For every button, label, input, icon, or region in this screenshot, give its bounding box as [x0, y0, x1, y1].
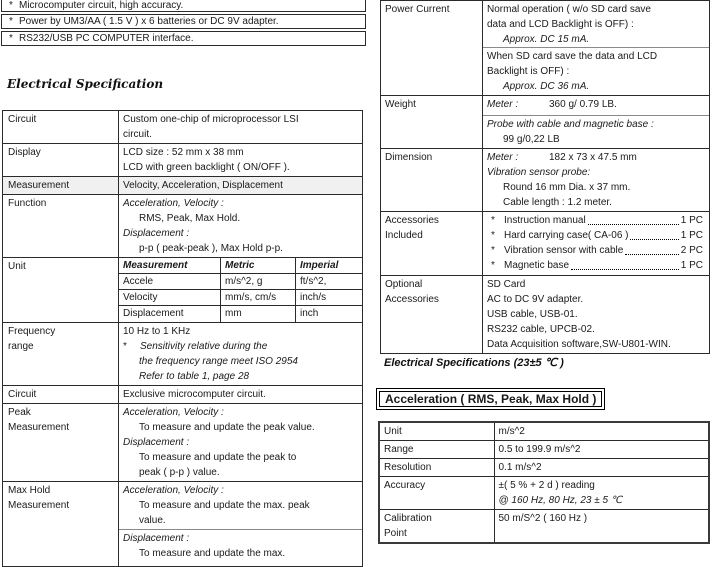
- row-value: [494, 477, 709, 510]
- row-value: [119, 323, 363, 386]
- accessory-item: [487, 243, 705, 258]
- row-label: [3, 323, 119, 386]
- value-line: USB cable, USB-01.: [487, 309, 578, 320]
- electrical-spec-table: [2, 110, 363, 567]
- asterisk-bullet: *: [491, 215, 495, 226]
- accessory-name: Vibration sensor with cable: [504, 245, 624, 256]
- asterisk-bullet: *: [9, 16, 13, 27]
- label-line: range: [8, 341, 34, 352]
- value-line: Meter :: [487, 99, 519, 110]
- row-value: [483, 276, 710, 354]
- row-label: [3, 404, 119, 482]
- value-line: peak ( p-p ) value.: [139, 467, 220, 478]
- label-line: Included: [385, 230, 423, 241]
- range-row: [379, 441, 709, 459]
- weight-meter-cell: [483, 96, 709, 115]
- label-line: Frequency: [8, 326, 56, 337]
- row-label: Unit: [3, 258, 119, 323]
- unit-grid-header: Imperial: [296, 258, 362, 274]
- value-line: Acceleration, Velocity :: [123, 198, 224, 209]
- value-line: Backlight is OFF) :: [487, 66, 570, 77]
- value-line: Displacement :: [123, 533, 190, 544]
- unit-grid-header: Metric: [221, 258, 296, 274]
- row-value: [119, 482, 363, 567]
- value-line: To measure and update the max.: [139, 548, 286, 559]
- peak-measurement-row: [3, 404, 363, 482]
- value-line: Normal operation ( w/o SD card save: [487, 4, 651, 15]
- row-value: [483, 212, 710, 276]
- unit-grid: [119, 258, 362, 322]
- feature-text: Power by UM3/AA ( 1.5 V ) x 6 batteries or DC 9V adapter.: [19, 16, 279, 27]
- asterisk-bullet: *: [491, 260, 495, 271]
- asterisk-bullet: *: [9, 0, 13, 11]
- value-line: SD Card: [487, 279, 526, 290]
- accuracy-row: [379, 477, 709, 510]
- function-row: [3, 195, 363, 258]
- accessory-qty: 1 PC: [680, 230, 703, 241]
- row-label: Accuracy: [379, 477, 494, 510]
- asterisk-bullet: *: [491, 230, 495, 241]
- value-line: Displacement :: [123, 437, 190, 448]
- value-line: Custom one-chip of microprocessor LSI: [123, 114, 299, 125]
- unit-grid-cell: Displacement: [119, 306, 221, 322]
- value-line: Approx. DC 36 mA.: [503, 81, 590, 92]
- value-line: the frequency range meet ISO 2954: [139, 356, 298, 367]
- value-line: [487, 150, 705, 165]
- label-line: Peak: [8, 407, 31, 418]
- feature-text: Microcomputer circuit, high accuracy.: [19, 0, 184, 11]
- value-line: Acceleration, Velocity :: [123, 485, 224, 496]
- row-value: [119, 144, 363, 177]
- label-line: Max Hold: [8, 485, 51, 496]
- value-line: Acceleration, Velocity :: [123, 407, 224, 418]
- circuit2-row: [3, 386, 363, 404]
- dot-leader: [625, 244, 678, 255]
- maxhold-accel-velocity-cell: [119, 482, 362, 529]
- unit-row: [379, 422, 709, 441]
- row-value: [483, 96, 710, 149]
- accessory-qty: 2 PC: [680, 245, 703, 256]
- value-line: data and LCD Backlight is OFF) :: [487, 19, 634, 30]
- row-value: [119, 404, 363, 482]
- row-value: [119, 258, 363, 323]
- unit-grid-header: Measurement: [119, 258, 221, 274]
- value-line: 99 g/0,22 LB: [503, 134, 560, 145]
- row-label: [381, 276, 483, 354]
- unit-grid-cell: mm/s, cm/s: [221, 290, 296, 306]
- row-label: Unit: [379, 422, 494, 441]
- accessory-item: [487, 258, 705, 273]
- row-label: Display: [3, 144, 119, 177]
- label-line: Calibration: [384, 513, 432, 524]
- features-list: [1, 0, 366, 46]
- dot-leader: [588, 214, 679, 225]
- row-value: m/s^2: [494, 422, 709, 441]
- value-line: 10 Hz to 1 KHz: [123, 326, 191, 337]
- feature-text: RS232/USB PC COMPUTER interface.: [19, 33, 194, 44]
- value-line: RMS, Peak, Max Hold.: [139, 213, 241, 224]
- row-label: Dimension: [381, 149, 483, 212]
- value-line: Vibration sensor probe:: [487, 167, 591, 178]
- general-spec-table: [380, 0, 710, 354]
- row-value: 0.1 m/s^2: [494, 459, 709, 477]
- feature-item: [1, 0, 366, 12]
- unit-grid-cell: inch/s: [296, 290, 362, 306]
- unit-grid-cell: Accele: [119, 274, 221, 290]
- resolution-row: [379, 459, 709, 477]
- circuit-row: [3, 111, 363, 144]
- label-line: Optional: [385, 279, 423, 290]
- row-value: [483, 1, 710, 96]
- acceleration-spec-table: [378, 421, 710, 544]
- unit-row: [3, 258, 363, 323]
- unit-grid-cell: ft/s^2,: [296, 274, 362, 290]
- row-label: [3, 482, 119, 567]
- row-value: 50 m/S^2 ( 160 Hz ): [494, 510, 709, 544]
- max-hold-measurement-row: [3, 482, 363, 567]
- calibration-point-row: [379, 510, 709, 544]
- value-line: Refer to table 1, page 28: [139, 371, 250, 382]
- unit-grid-cell: inch: [300, 308, 319, 319]
- row-value: Exclusive microcomputer circuit.: [119, 386, 363, 404]
- asterisk-bullet: *: [491, 245, 495, 256]
- row-label: Power Current: [381, 1, 483, 96]
- value-line: To measure and update the peak to: [139, 452, 297, 463]
- value-line: Approx. DC 15 mA.: [503, 34, 590, 45]
- display-row: [3, 144, 363, 177]
- accessory-item: [487, 213, 705, 228]
- row-label: Measurement: [3, 177, 119, 195]
- acceleration-banner-text: Acceleration ( RMS, Peak, Max Hold ): [379, 391, 602, 407]
- value-line: Data Acquisition software,SW-U801-WIN.: [487, 339, 671, 350]
- row-label: Circuit: [3, 111, 119, 144]
- value-line: To measure and update the max. peak: [139, 500, 310, 511]
- dimension-row: [381, 149, 710, 212]
- power-current-row: [381, 1, 710, 96]
- accessory-qty: 1 PC: [680, 260, 703, 271]
- maxhold-displacement-cell: [119, 529, 362, 562]
- accessory-qty: 1 PC: [680, 215, 703, 226]
- row-label: Range: [379, 441, 494, 459]
- value-line: 360 g/ 0.79 LB.: [549, 99, 617, 110]
- optional-accessories-row: [381, 276, 710, 354]
- value-line: AC to DC 9V adapter.: [487, 294, 584, 305]
- value-line: value.: [139, 515, 166, 526]
- meter-label: Meter :: [487, 152, 519, 163]
- row-value: [119, 111, 363, 144]
- accessory-name: Magnetic base: [504, 260, 570, 271]
- asterisk-bullet: *: [123, 341, 127, 352]
- power-sdcard-cell: [483, 47, 709, 95]
- value-line: ±( 5 % + 2 d ) reading: [498, 480, 595, 491]
- note-text: Sensitivity relative during the: [140, 341, 268, 352]
- meter-dims: 182 x 73 x 47.5 mm: [549, 152, 637, 163]
- value-line: Displacement :: [123, 228, 190, 239]
- row-value: Velocity, Acceleration, Displacement: [119, 177, 363, 195]
- dot-leader: [630, 229, 678, 240]
- value-line: Cable length : 1.2 meter.: [503, 197, 612, 208]
- unit-grid-cell: mm: [221, 306, 296, 322]
- feature-item: [1, 14, 366, 29]
- label-line: Measurement: [8, 500, 70, 511]
- accessory-item: [487, 228, 705, 243]
- electrical-specification-heading: Electrical Specification: [7, 77, 164, 91]
- asterisk-bullet: *: [9, 33, 13, 44]
- row-label: Weight: [381, 96, 483, 149]
- value-line: When SD card save the data and LCD: [487, 51, 658, 62]
- row-label: Resolution: [379, 459, 494, 477]
- value-line: circuit.: [123, 129, 152, 140]
- label-line: Accessories: [385, 215, 439, 226]
- unit-grid-cell: Velocity: [119, 290, 221, 306]
- label-line: Measurement: [8, 422, 70, 433]
- value-line: @ 160 Hz, 80 Hz, 23 ± 5 ℃: [498, 495, 623, 506]
- accessory-name: Instruction manual: [504, 215, 586, 226]
- label-line: Point: [384, 528, 407, 539]
- value-line: To measure and update the peak value.: [139, 422, 315, 433]
- value-line: RS232 cable, UPCB-02.: [487, 324, 595, 335]
- value-line: [123, 339, 358, 354]
- weight-row: [381, 96, 710, 149]
- acceleration-banner: [376, 388, 605, 410]
- row-label: Circuit: [3, 386, 119, 404]
- weight-probe-cell: [483, 115, 709, 148]
- value-line: LCD with green backlight ( ON/OFF ).: [123, 162, 290, 173]
- electrical-specifications-heading: Electrical Specifications (23±5 ℃ ): [384, 357, 564, 369]
- measurement-row: [3, 177, 363, 195]
- row-label: [381, 212, 483, 276]
- power-normal-cell: [483, 1, 709, 47]
- accessories-included-row: [381, 212, 710, 276]
- row-label: Function: [3, 195, 119, 258]
- value-line: p-p ( peak-peak ), Max Hold p-p.: [139, 243, 283, 254]
- feature-item: [1, 31, 366, 46]
- value-line: LCD size : 52 mm x 38 mm: [123, 147, 244, 158]
- row-value: [483, 149, 710, 212]
- value-line: Round 16 mm Dia. x 37 mm.: [503, 182, 631, 193]
- row-value: [119, 195, 363, 258]
- dot-leader: [571, 259, 679, 270]
- label-line: Accessories: [385, 294, 439, 305]
- frequency-range-row: [3, 323, 363, 386]
- accessory-name: Hard carrying case( CA-06 ): [504, 230, 629, 241]
- row-label: [379, 510, 494, 544]
- unit-grid-cell: m/s^2, g: [221, 274, 296, 290]
- value-line: Probe with cable and magnetic base :: [487, 119, 654, 130]
- row-value: 0.5 to 199.9 m/s^2: [494, 441, 709, 459]
